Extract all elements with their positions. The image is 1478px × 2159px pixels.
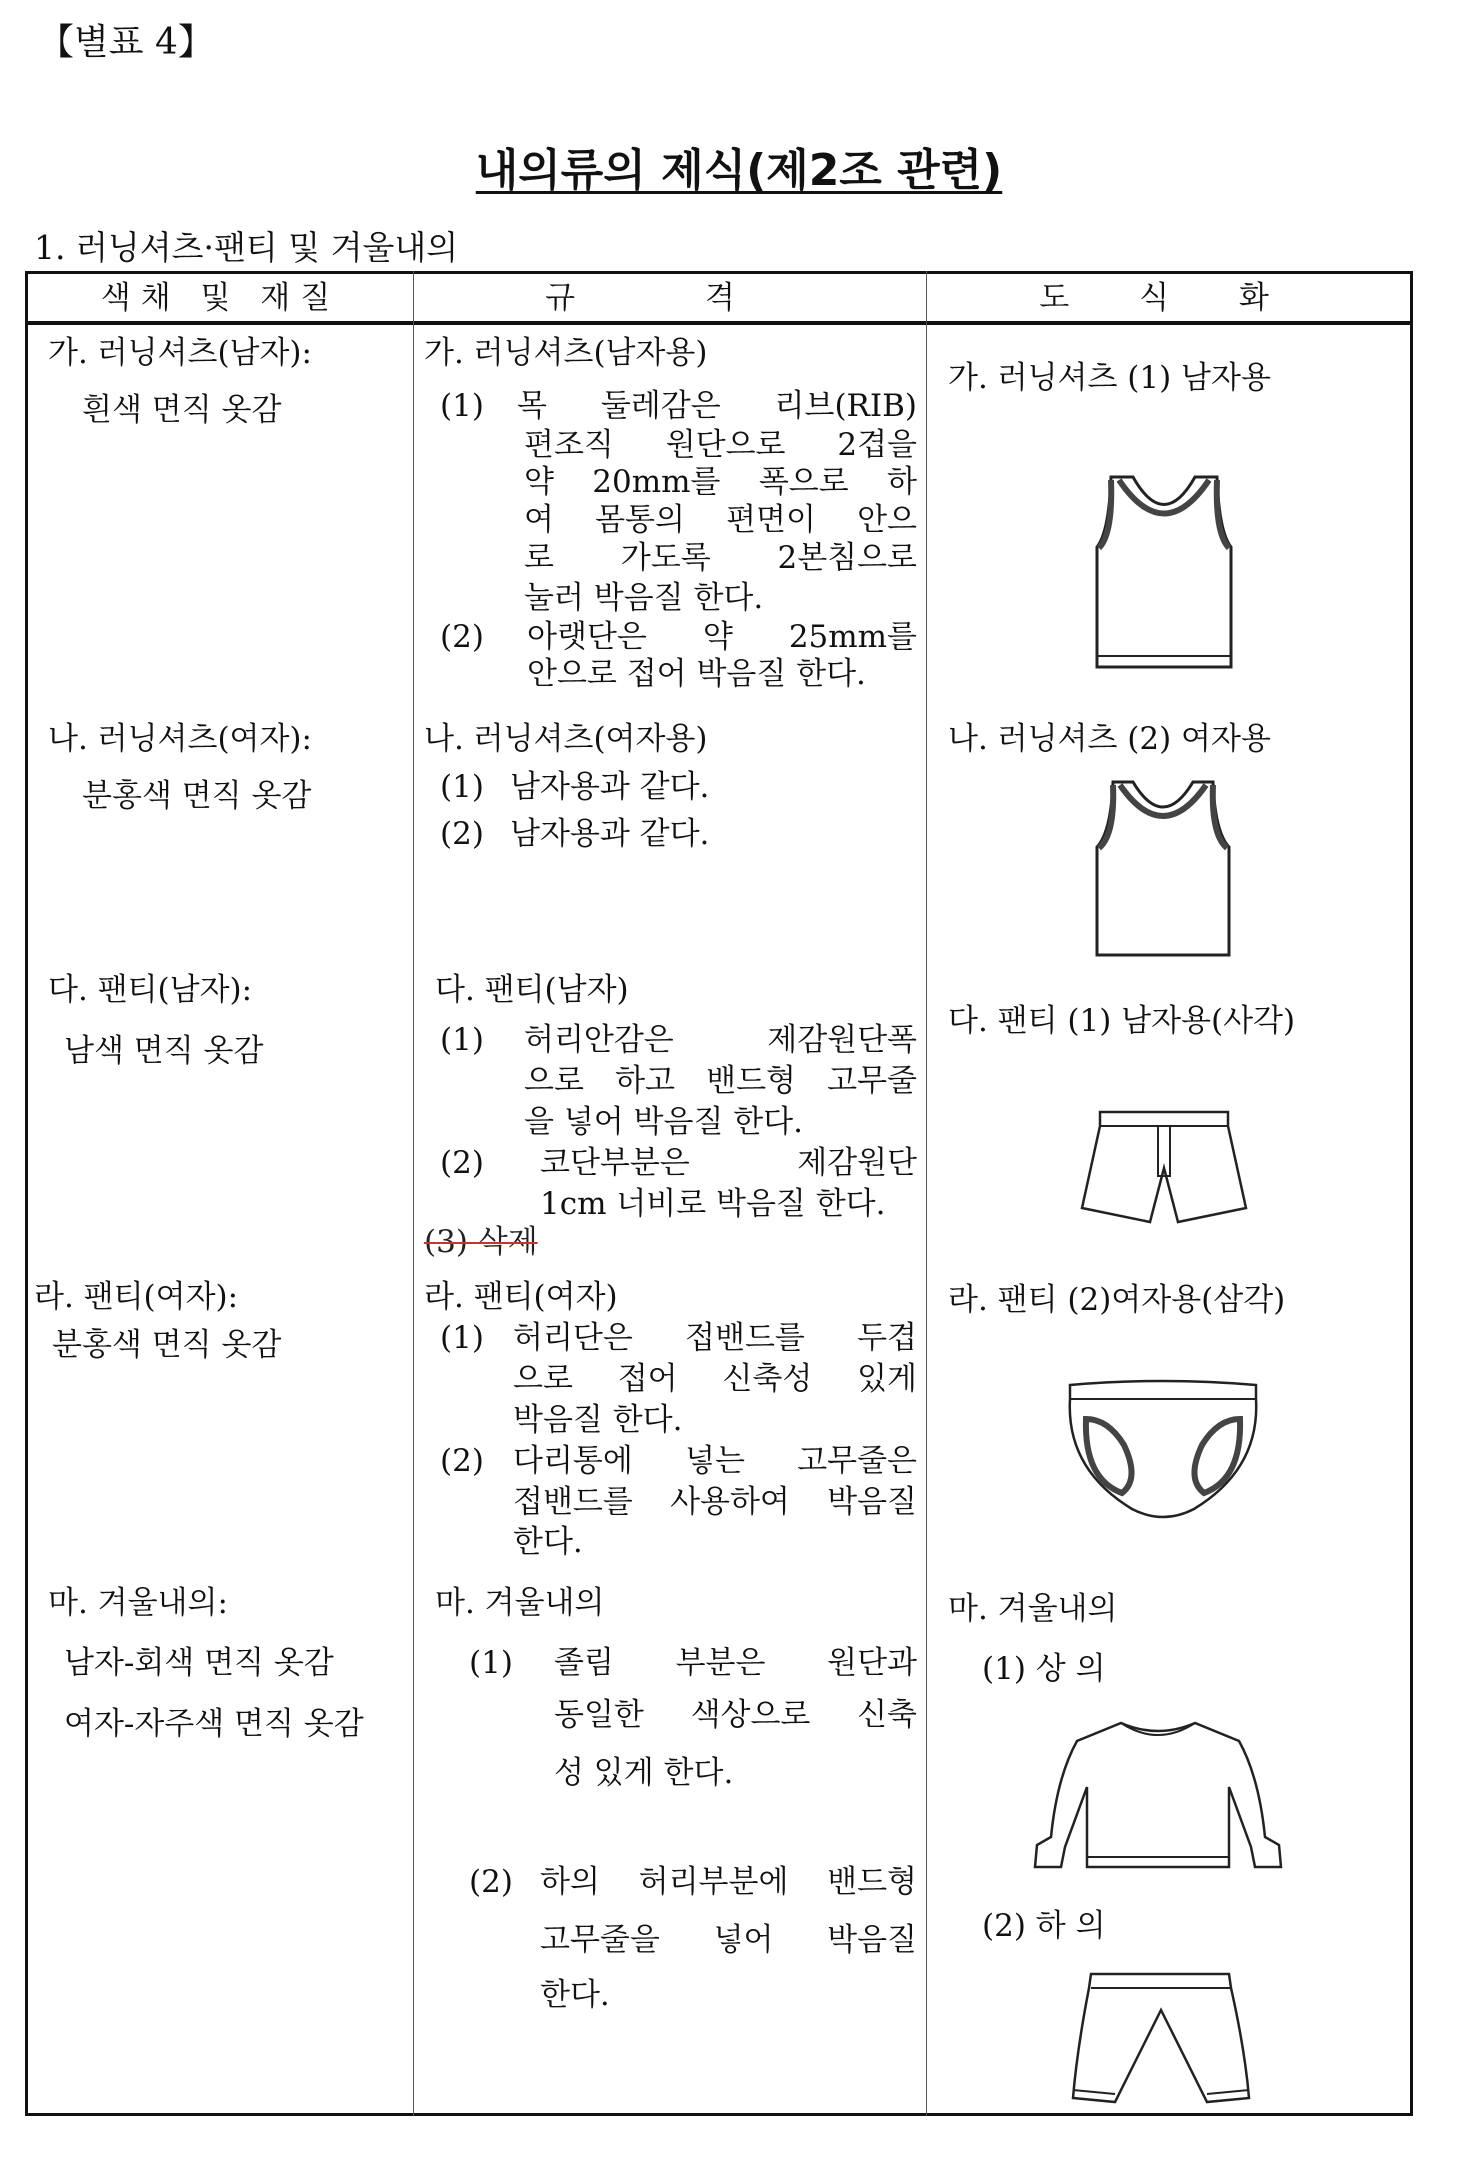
spec-line: 아랫단은 약 25mm를 bbox=[527, 619, 917, 655]
material-text: 여자-자주색 면직 옷감 bbox=[64, 1706, 364, 1742]
spec-line: 졸림 부분은 원단과 bbox=[554, 1645, 917, 1681]
spec-title: 마. 겨울내의 bbox=[435, 1585, 605, 1621]
womens-brief-drawing bbox=[1064, 1379, 1262, 1527]
section-heading: 1. 러닝셔츠·팬티 및 겨울내의 bbox=[34, 228, 459, 267]
material-text: 남자-회색 면직 옷감 bbox=[64, 1645, 334, 1681]
drawing-caption: 마. 겨울내의 bbox=[948, 1591, 1118, 1627]
spec-line: 목 둘레감은 리브(RIB) bbox=[517, 388, 917, 424]
spec-title: 다. 팬티(남자) bbox=[435, 972, 629, 1008]
spec-line: 으로 하고 밴드형 고무줄 bbox=[524, 1063, 917, 1099]
spec-item-number: (1) bbox=[440, 388, 484, 424]
spec-item-number: (1) bbox=[440, 1022, 484, 1058]
material-title: 라. 팬티(여자): bbox=[34, 1279, 239, 1315]
spec-line: 박음질 한다. bbox=[513, 1402, 683, 1438]
winter-top-drawing bbox=[1029, 1717, 1287, 1877]
spec-line: 남자용과 같다. bbox=[510, 816, 710, 852]
mens-running-shirt-drawing bbox=[1081, 472, 1247, 672]
spec-item-number: (1) bbox=[440, 769, 484, 805]
page-title-text: 내의류의 제식(제2조 관련) bbox=[475, 145, 1003, 196]
spec-line: 한다. bbox=[513, 1524, 583, 1560]
deleted-item: (3) 삭제 bbox=[424, 1224, 538, 1260]
spec-line: 접밴드를 사용하여 박음질 bbox=[513, 1484, 917, 1520]
header-specs: 규 격 bbox=[545, 280, 795, 316]
spec-item-number: (2) bbox=[440, 619, 484, 655]
drawing-caption: (1) 상 의 bbox=[982, 1651, 1106, 1687]
material-title: 나. 러닝셔츠(여자): bbox=[48, 721, 312, 757]
spec-line: 눌러 박음질 한다. bbox=[524, 580, 764, 616]
drawing-caption: 나. 러닝셔츠 (2) 여자용 bbox=[948, 721, 1271, 757]
material-title: 마. 겨울내의: bbox=[48, 1585, 228, 1621]
winter-bottom-drawing bbox=[1067, 1970, 1253, 2110]
spec-line: 안으로 접어 박음질 한다. bbox=[527, 656, 866, 692]
material-text: 분홍색 면직 옷감 bbox=[82, 778, 312, 814]
spec-title: 라. 팬티(여자) bbox=[424, 1279, 618, 1315]
spec-line: 약 20mm를 폭으로 하 bbox=[524, 464, 917, 500]
spec-line: 남자용과 같다. bbox=[510, 769, 710, 805]
header-materials: 색채 및 재질 bbox=[100, 280, 341, 316]
spec-item-number: (1) bbox=[469, 1645, 513, 1681]
spec-line: 1cm 너비로 박음질 한다. bbox=[540, 1186, 886, 1222]
material-text: 흰색 면직 옷감 bbox=[82, 392, 282, 428]
spec-line: 고무줄을 넣어 박음질 bbox=[540, 1922, 917, 1958]
header-drawings: 도 식 화 bbox=[1039, 280, 1299, 316]
spec-title: 가. 러닝셔츠(남자용) bbox=[424, 335, 708, 371]
header-divider bbox=[25, 321, 1413, 325]
material-text: 남색 면직 옷감 bbox=[64, 1033, 264, 1069]
spec-line: 하의 허리부분에 밴드형 bbox=[540, 1864, 917, 1900]
mens-boxer-drawing bbox=[1078, 1108, 1250, 1226]
spec-line: 여 몸통의 편면이 안으 bbox=[524, 502, 917, 538]
spec-item-number: (2) bbox=[440, 1443, 484, 1479]
drawing-caption: (2) 하 의 bbox=[982, 1908, 1106, 1944]
spec-item-number: (2) bbox=[469, 1864, 513, 1900]
womens-running-shirt-drawing bbox=[1083, 777, 1243, 959]
column-divider bbox=[926, 271, 927, 2116]
spec-line: 을 넣어 박음질 한다. bbox=[524, 1104, 803, 1140]
spec-line: 로 가도록 2본침으로 bbox=[524, 540, 917, 576]
column-divider bbox=[413, 271, 414, 2116]
drawing-caption: 가. 러닝셔츠 (1) 남자용 bbox=[948, 360, 1271, 396]
spec-line: 한다. bbox=[540, 1977, 610, 2013]
drawing-caption: 라. 팬티 (2)여자용(삼각) bbox=[948, 1282, 1286, 1318]
spec-line: 허리단은 접밴드를 두겹 bbox=[513, 1320, 917, 1356]
spec-line: 편조직 원단으로 2겹을 bbox=[524, 427, 917, 463]
material-title: 다. 팬티(남자): bbox=[48, 972, 253, 1008]
spec-line: 으로 접어 신축성 있게 bbox=[513, 1361, 917, 1397]
spec-item-number: (2) bbox=[440, 1145, 484, 1181]
annex-label: 【별표 4】 bbox=[38, 22, 214, 63]
drawing-caption: 다. 팬티 (1) 남자용(사각) bbox=[948, 1003, 1296, 1039]
spec-line: 다리통에 넣는 고무줄은 bbox=[513, 1443, 917, 1479]
spec-line: 허리안감은 제감원단폭 bbox=[524, 1022, 917, 1058]
page-title bbox=[0, 134, 1478, 198]
spec-item-number: (1) bbox=[440, 1320, 484, 1356]
spec-line: 코단부분은 제감원단 bbox=[540, 1145, 917, 1181]
material-text: 분홍색 면직 옷감 bbox=[52, 1327, 282, 1363]
material-title: 가. 러닝셔츠(남자): bbox=[48, 335, 312, 371]
spec-line: 성 있게 한다. bbox=[554, 1755, 734, 1791]
spec-line: 동일한 색상으로 신축 bbox=[554, 1697, 917, 1733]
spec-title: 나. 러닝셔츠(여자용) bbox=[424, 721, 708, 757]
spec-item-number: (2) bbox=[440, 816, 484, 852]
